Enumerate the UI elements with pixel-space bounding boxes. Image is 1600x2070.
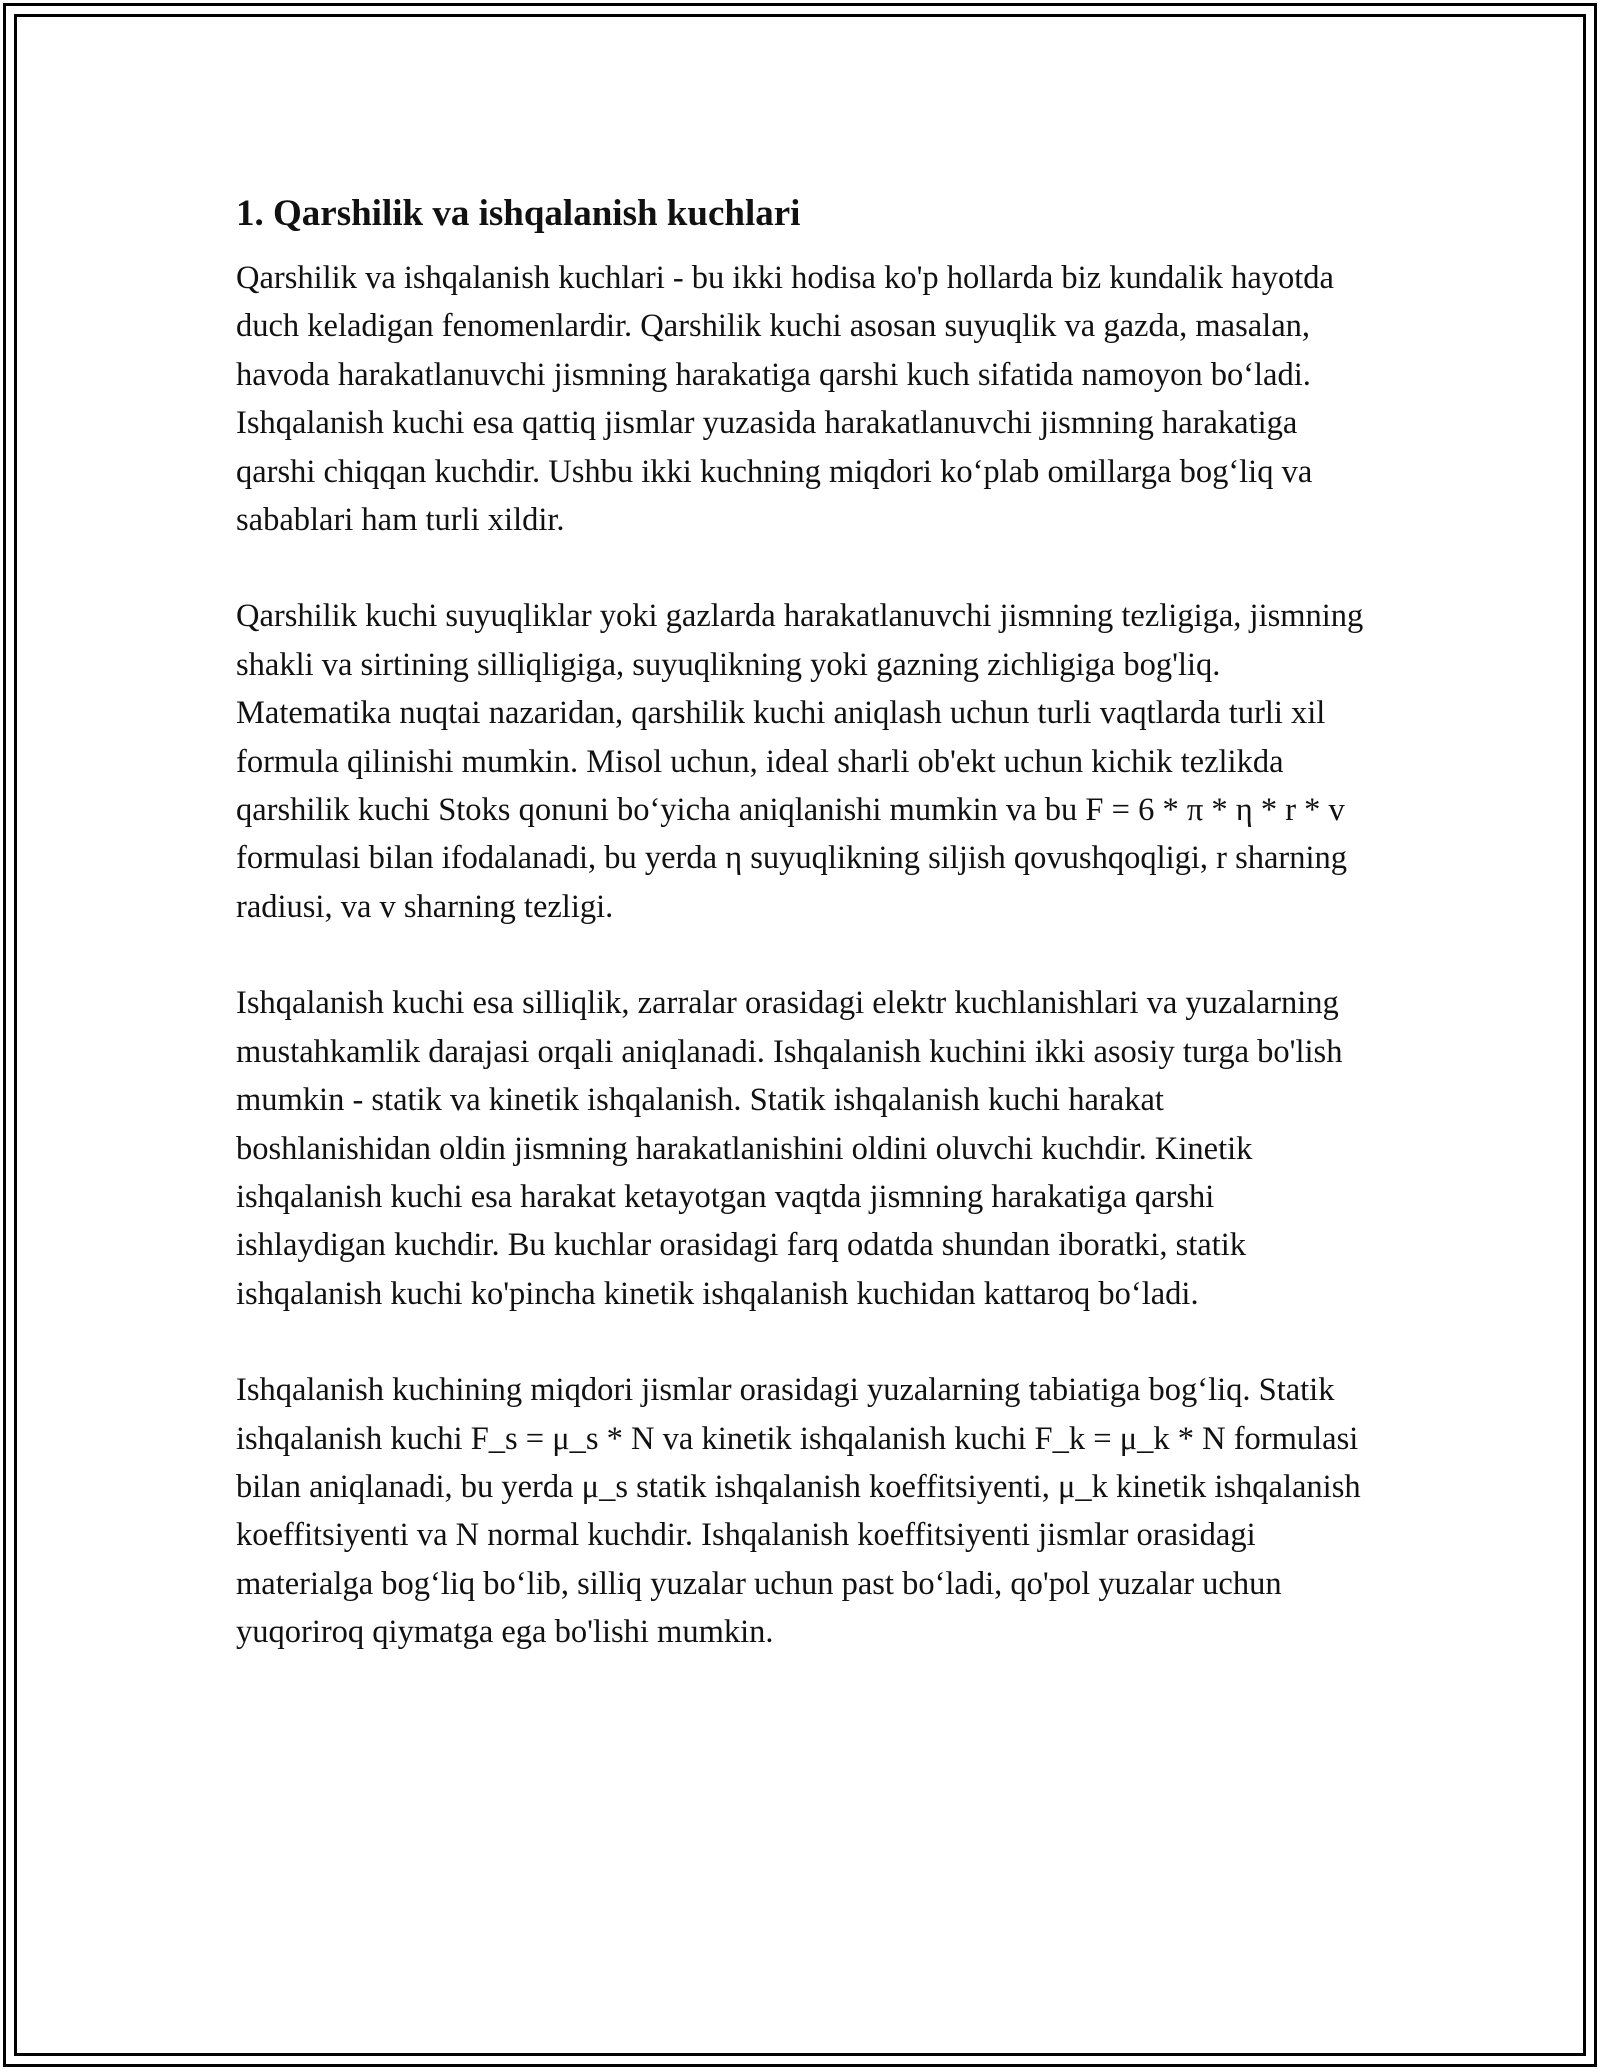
document-body: [236, 186, 1366, 1705]
paragraph-3: Ishqalanish kuchi esa silliqlik, zarralar orasidagi elektr kuchlanishlari va yuzalarning mustahkamlik darajasi orqali aniqlanadi. Ishqalanish kuchini ikki asosiy turga bo'lish mumkin - statik va kinetik ishqalanish. Statik ishqalanish kuchi harakat boshlanishidan oldin jismning harakatlanishini oldini oluvchi kuchdir. Kinetik ishqalanish kuchi esa harakat ketayotgan vaqtda jismning harakatiga qarshi ishlaydigan kuchdir. Bu kuchlar orasidagi farq odatda shundan iboratki, statik ishqalanish kuchi ko'pincha kinetik ishqalanish kuchidan kattaroq bo‘ladi.: [236, 985, 1343, 1312]
section-heading: 1. Qarshilik va ishqalanish kuchlari: [236, 193, 801, 234]
paragraph-1: Qarshilik va ishqalanish kuchlari - bu ikki hodisa ko'p hollarda biz kundalik hayotda duch keladigan fenomenlardir. Qarshilik kuchi asosan suyuqlik va gazda, masalan, havoda harakatlanuvchi jismning harakatiga qarshi kuch sifatida namoyon bo‘ladi. Ishqalanish kuchi esa qattiq jismlar yuzasida harakatlanuvchi jismning harakatiga qarshi chiqqan kuchdir. Ushbu ikki kuchning miqdori ko‘plab omillarga bog‘liq va sabablari ham turli xildir.: [236, 260, 1334, 539]
paragraph-4: Ishqalanish kuchining miqdori jismlar orasidagi yuzalarning tabiatiga bog‘liq. Statik ishqalanish kuchi F_s = μ_s * N va kinetik ishqalanish kuchi F_k = μ_k * N formulasi bilan aniqlanadi, bu yerda μ_s statik ishqalanish koeffitsiyenti, μ_k kinetik ishqalanish koeffitsiyenti va N normal kuchdir. Ishqalanish koeffitsiyenti jismlar orasidagi materialga bog‘liq bo‘lib, silliq yuzalar uchun past bo‘ladi, qo'pol yuzalar uchun yuqoriroq qiymatga ega bo'lishi mumkin.: [236, 1372, 1361, 1651]
paragraph-2: Qarshilik kuchi suyuqliklar yoki gazlarda harakatlanuvchi jismning tezligiga, jismning shakli va sirtining silliqligiga, suyuqlikning yoki gazning zichligiga bog'liq. Matematika nuqtai nazaridan, qarshilik kuchi aniqlash uchun turli vaqtlarda turli xil formula qilinishi mumkin. Misol uchun, ideal sharli ob'ekt uchun kichik tezlikda qarshilik kuchi Stoks qonuni bo‘yicha aniqlanishi mumkin va bu F = 6 * π * η * r * v formulasi bilan ifodalanadi, bu yerda η suyuqlikning siljish qovushqoqligi, r sharning radiusi, va v sharning tezligi.: [236, 598, 1364, 925]
